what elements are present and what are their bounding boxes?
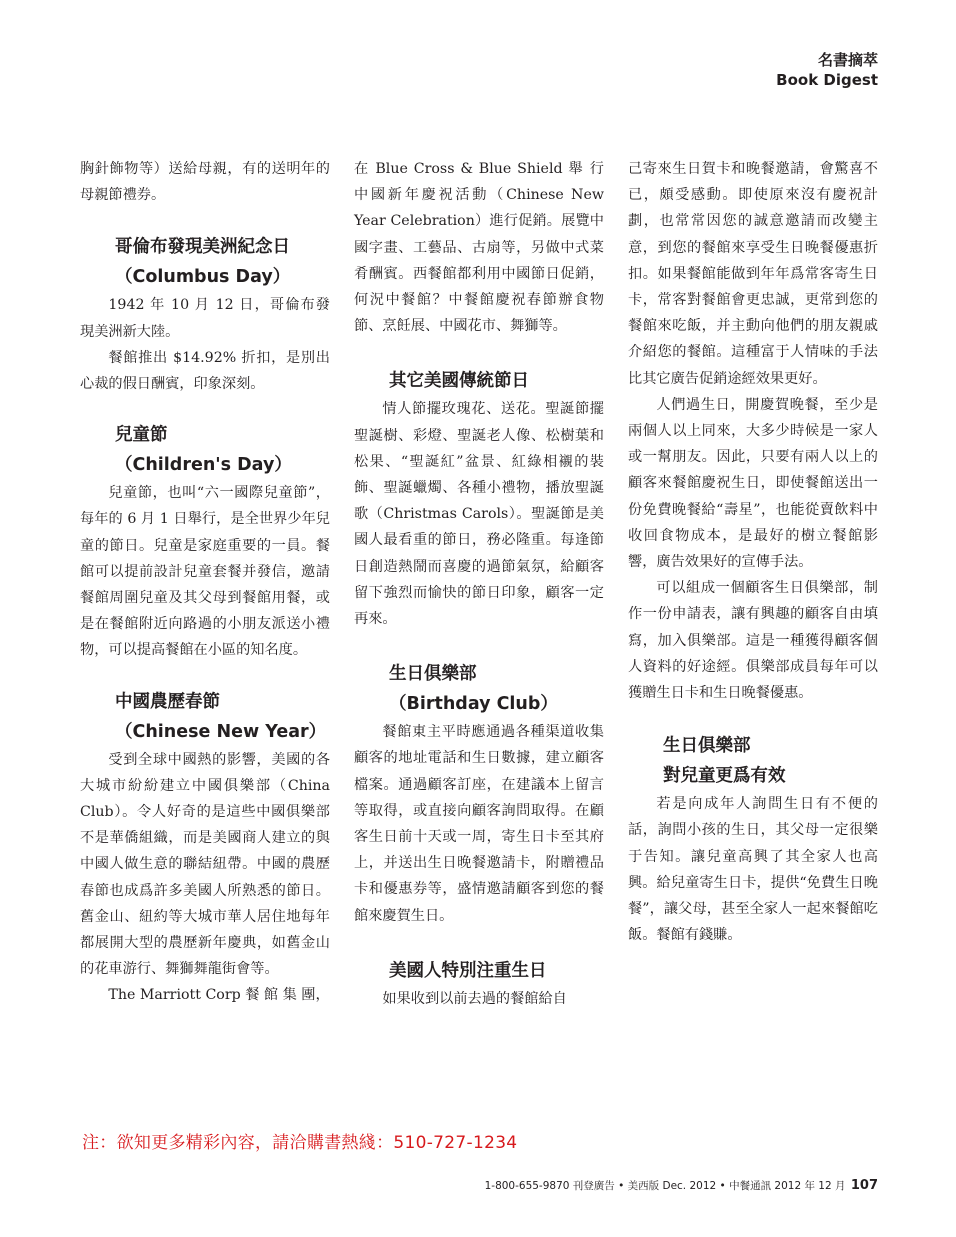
paragraph: 餐館東主平時應通過各種渠道收集顧客的地址電話和生日數據，建立顧客檔案。通過顧客訂座，在建議本上留言等取得，或直接向顧客詢問取得。在顧客生日前十天或一周，寄生日卡至其府上，并送出生日晚餐邀請卡，附贈禮品卡和優惠券等，盛情邀請顧客到您的餐館來慶賀生日。 xyxy=(354,724,604,924)
paragraph: 情人節擺玫瑰花、送花。聖誕節擺聖誕樹、彩燈、聖誕老人像、松樹葉和松果、“聖誕紅”盆景、紅綠相襯的裝飾、聖誕蠟燭、各種小禮物，播放聖誕歌（Christmas Carols）。聖誕節是美國人最看重的節日，務必隆重。每逢節日創造熱鬧而喜慶的過節氣氛，給顧客留下強烈而愉快的節日印象，顧客一定再來。 xyxy=(354,401,604,628)
spacer xyxy=(354,339,604,366)
paragraph: 受到全球中國熱的影響，美國的各大城市紛紛建立中國俱樂部（China Club）。令人好奇的是這些中國俱樂部不是華僑組織，而是美國商人建立的與中國人做生意的聯結紐帶。中國的農歷春節也成爲許多美國人所熟悉的節日。舊金山、紐約等大城市華人居住地每年都展開大型的農歷新年慶典，如舊金山的花車游行、舞獅舞龍街會等。 xyxy=(80,751,330,978)
spacer xyxy=(80,664,330,687)
footer-info: 1-800-655-9870 刊登廣告 • 美西版 Dec. 2012 • 中餐通訊 2012 年 12 月 xyxy=(484,1180,846,1192)
section-heading: 美國人特別注重生日 xyxy=(389,960,547,981)
section-heading: （Children's Day） xyxy=(115,455,292,476)
section-header xyxy=(776,50,878,90)
paragraph: 兒童節，也叫“六一國際兒童節”，每年的 6 月 1 日舉行，是全世界少年兒童的節日。兒童是家庭重要的一員。餐館可以提前設計兒童套餐并發信，邀請餐館周圍兒童及其父母到餐館用餐，或是在餐館附近向路過的小朋友派送小禮物，可以提高餐館在小區的知名度。 xyxy=(80,485,330,659)
section-heading: 兒童節 xyxy=(115,425,168,446)
paragraph: 1942 年 10 月 12 日，哥倫布發現美洲新大陸。 xyxy=(80,297,330,340)
paragraph: 如果收到以前去過的餐館給自 xyxy=(382,990,567,1007)
page-footer xyxy=(485,1178,878,1193)
article-column-1 xyxy=(80,156,330,1009)
spacer xyxy=(354,632,604,659)
section-heading: 生日俱樂部 xyxy=(663,736,751,757)
spacer xyxy=(628,706,878,731)
paragraph: 胸針飾物等）送給母親，有的送明年的母親節禮券。 xyxy=(80,161,330,204)
section-heading: 其它美國傳統節日 xyxy=(389,371,529,392)
paragraph: 餐館推出 $14.92% 折扣，是別出心裁的假日酬賓，印象深刻。 xyxy=(80,349,330,393)
spacer xyxy=(80,397,330,420)
section-heading: （Birthday Club） xyxy=(389,694,558,715)
section-heading: 哥倫布發現美洲紀念日 xyxy=(115,237,290,258)
paragraph: 若是向成年人詢問生日有不便的話，詢問小孩的生日，其父母一定很樂于告知。讓兒童高興了其全家人也高興。給兒童寄生日卡，提供“免費生日晚餐”，讓父母，甚至全家人一起來餐館吃飯。餐館有錢賺。 xyxy=(628,796,878,944)
section-heading: （Chinese New Year） xyxy=(115,721,327,742)
section-heading: 中國農歷春節 xyxy=(115,691,220,712)
section-title-zh: 名書摘萃 xyxy=(817,51,878,69)
paragraph: The Marriott Corp 餐 館 集 團， xyxy=(108,987,330,1004)
paragraph: 己寄來生日賀卡和晚餐邀請，會驚喜不已，頗受感動。即使原來沒有慶祝計劃，也常常因您的誠意邀請而改變主意，到您的餐館來享受生日晚餐優惠折扣。如果餐館能做到年年爲常客寄生日卡，常客對餐館會更忠誠，更常到您的餐館來吃飯，并主動向他們的朋友親戚介紹您的餐館。這種富于人情味的手法比其它廣告促銷途經效果更好。 xyxy=(628,161,878,387)
paragraph: 在 Blue Cross & Blue Shield 舉 行 中國新年慶祝活動（Chinese New Year Celebration）進行促銷。展覽中國字畫、工藝品、古扇等，另做中式菜肴酬賓。西餐館都利用中國節日促銷，何況中餐館？中餐館慶祝春節辦食物節、烹飪展、中國花市、舞獅等。 xyxy=(354,161,604,335)
spacer xyxy=(80,208,330,232)
section-heading: 對兒童更爲有效 xyxy=(663,766,786,787)
section-title-en: Book Digest xyxy=(776,71,878,89)
page-number: 107 xyxy=(850,1178,878,1193)
article-column-3 xyxy=(628,156,878,948)
paragraph: 人們過生日，開慶賀晚餐，至少是兩個人以上同來，大多少時候是一家人或一幫朋友。因此，只要有兩人以上的顧客來餐館慶祝生日，即使餐館送出一份免費晚餐給“壽星”，也能從賣飲料中收回食物成本，是最好的樹立餐館影響，廣告效果好的宣傳手法。 xyxy=(628,396,878,571)
section-heading: 生日俱樂部 xyxy=(389,664,477,685)
purchase-hotline-note: 注：欲知更多精彩內容，請洽購書熱綫：510-727-1234 xyxy=(82,1133,518,1153)
section-heading: （Columbus Day） xyxy=(115,267,291,288)
paragraph: 可以組成一個顧客生日俱樂部，制作一份申請表，讓有興趣的顧客自由填寫，加入俱樂部。這是一種獲得顧客個人資料的好途經。俱樂部成員每年可以獲贈生日卡和生日晚餐優惠。 xyxy=(628,580,878,702)
spacer xyxy=(354,929,604,956)
article-column-2 xyxy=(354,156,604,1012)
